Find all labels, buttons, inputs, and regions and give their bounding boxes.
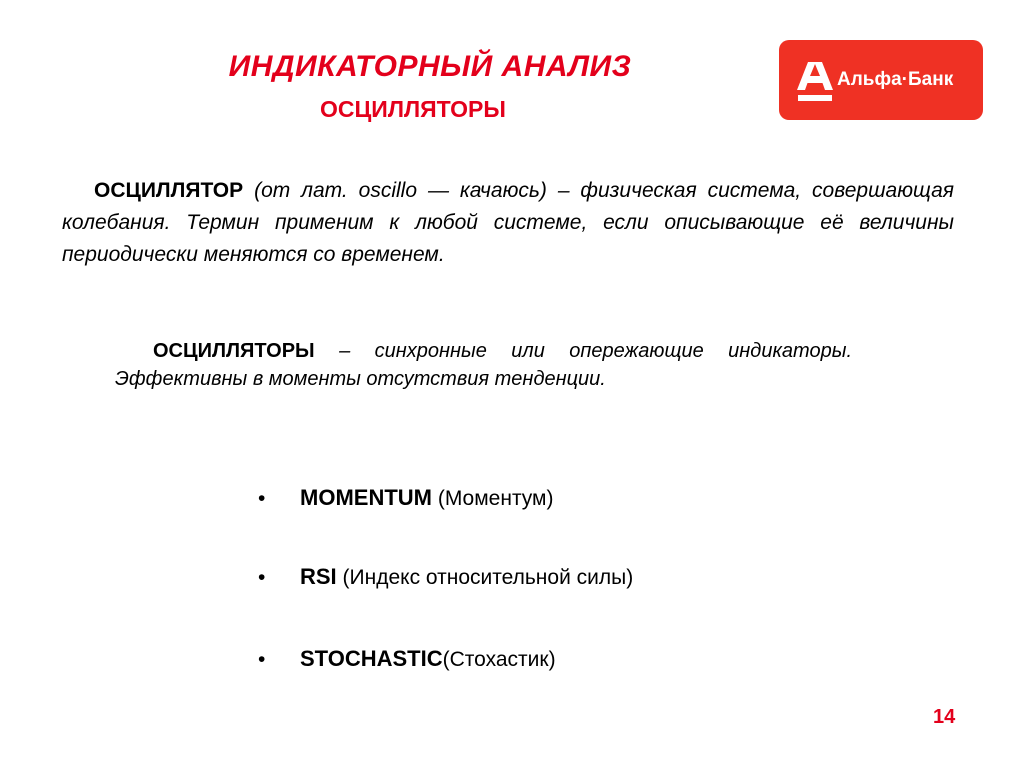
indicator-name: RSI xyxy=(300,564,337,589)
list-item xyxy=(258,485,554,511)
definition-term: ОСЦИЛЛЯТОР xyxy=(94,179,244,202)
oscillators-term: ОСЦИЛЛЯТОРЫ xyxy=(153,340,315,362)
bullet-marker: • xyxy=(258,487,266,510)
page-number: 14 xyxy=(933,706,956,728)
oscillators-paragraph xyxy=(115,337,852,393)
definition-text: (от лат. oscillo — качаюсь) – физическая система, совершающая колебания. Термин применим к любой системе, если описывающие её величины периодически меняются со временем. xyxy=(62,179,954,266)
bullet-marker: • xyxy=(258,648,266,671)
definition-paragraph xyxy=(62,175,954,271)
oscillators-text: – синхронные или опережающие индикаторы. Эффективны в моменты отсутствия тенденции. xyxy=(115,340,852,390)
indicator-desc: (Стохастик) xyxy=(442,648,556,671)
list-item xyxy=(258,564,633,590)
indicator-desc: (Моментум) xyxy=(437,487,554,510)
alfa-bank-a-icon xyxy=(795,56,835,104)
slide-subtitle: ОСЦИЛЛЯТОРЫ xyxy=(320,96,506,122)
logo-text: Альфа·Банк xyxy=(837,69,954,90)
indicator-name: STOCHASTIC xyxy=(300,646,443,671)
indicator-desc: (Индекс относительной силы) xyxy=(342,566,634,589)
slide-title: ИНДИКАТОРНЫЙ АНАЛИЗ xyxy=(228,50,632,83)
alfa-bank-logo xyxy=(779,40,983,120)
indicator-name: MOMENTUM xyxy=(300,485,432,510)
bullet-marker: • xyxy=(258,566,266,589)
list-item xyxy=(258,646,556,672)
